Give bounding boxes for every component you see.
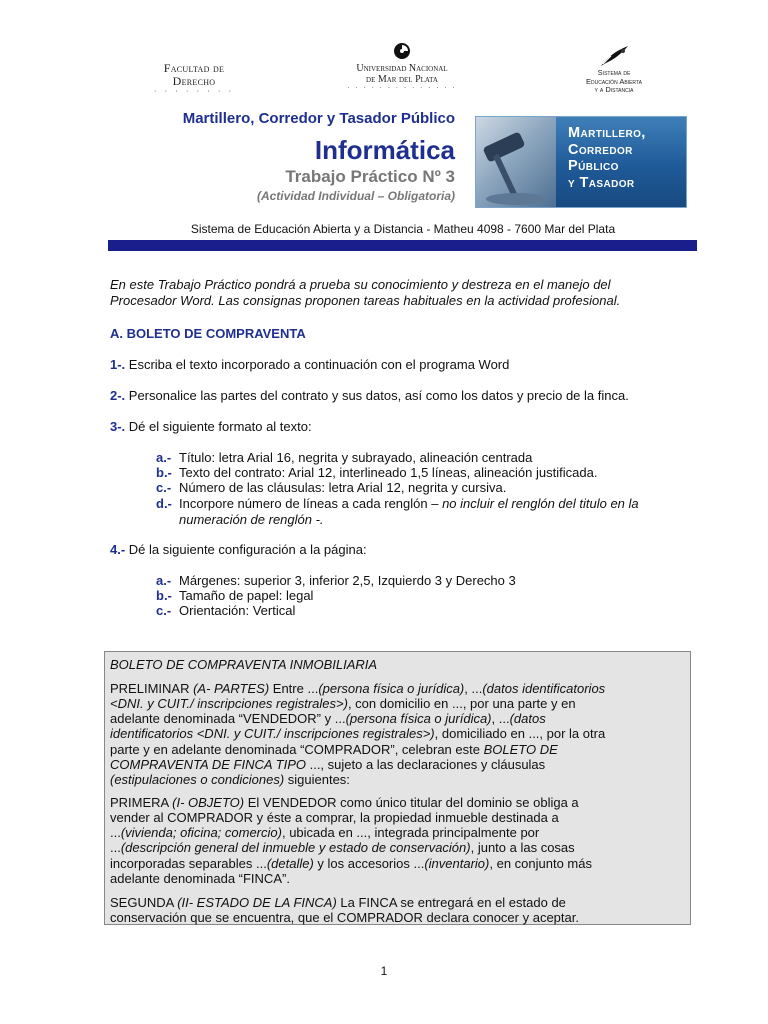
text-run-italic: COMPRAVENTA DE FINCA TIPO bbox=[110, 757, 306, 772]
step-2 bbox=[110, 388, 629, 404]
step-number: 1-. bbox=[110, 357, 126, 372]
format-item-b bbox=[156, 465, 597, 481]
section-title: A. BOLETO DE COMPRAVENTA bbox=[110, 326, 306, 341]
page-item-c bbox=[156, 603, 295, 619]
page-number: 1 bbox=[380, 964, 388, 978]
banner-line1: Martillero, bbox=[568, 125, 646, 141]
contract-line bbox=[110, 871, 290, 886]
university-logo bbox=[340, 42, 464, 92]
step-number: 3-. bbox=[110, 419, 126, 434]
subject-title: Informática bbox=[314, 135, 455, 165]
text-run: La FINCA se entregará en el estado de bbox=[336, 895, 566, 910]
text-run-italic: BOLETO DE bbox=[483, 742, 558, 757]
banner-text bbox=[568, 125, 686, 191]
career-banner bbox=[475, 116, 687, 208]
text-run-italic: (A- PARTES) bbox=[193, 681, 270, 696]
item-letter: c.- bbox=[156, 480, 172, 495]
quill-icon bbox=[597, 44, 631, 68]
contract-line bbox=[110, 840, 575, 855]
text-run-italic: (I- OBJETO) bbox=[172, 795, 245, 810]
item-letter: b.- bbox=[156, 588, 172, 603]
item-text: Texto del contrato: Arial 12, interlineado 1,5 líneas, alineación justificada. bbox=[179, 465, 598, 480]
step-4 bbox=[110, 542, 367, 558]
item-letter: a.- bbox=[156, 573, 172, 588]
text-run: ..., sujeto a las declaraciones y cláusulas bbox=[305, 757, 546, 772]
text-run-italic: (estipulaciones o condiciones) bbox=[110, 772, 285, 787]
format-item-c bbox=[156, 480, 506, 496]
text-run-italic: (datos bbox=[509, 711, 546, 726]
text-run: incorporadas separables ... bbox=[110, 856, 267, 871]
item-text: Tamaño de papel: legal bbox=[179, 588, 314, 603]
text-run-italic: (inventario) bbox=[424, 856, 490, 871]
text-run: adelante denominada “VENDEDOR” y ... bbox=[110, 711, 346, 726]
contract-line bbox=[110, 810, 559, 825]
activity-type: (Actividad Individual – Obligatoria) bbox=[256, 189, 455, 203]
faculty-logo-line1: Facultad de bbox=[163, 61, 225, 75]
text-run: PRELIMINAR bbox=[110, 681, 194, 696]
university-logo-line1: Universidad Nacional bbox=[356, 63, 448, 74]
contract-line bbox=[110, 825, 539, 840]
contract-line bbox=[110, 757, 545, 772]
text-run: , ubicada en ..., integrada principalmente por bbox=[281, 825, 540, 840]
text-run: , ... bbox=[464, 681, 483, 696]
distance-logo-line2: Educación Abierta bbox=[586, 76, 642, 86]
header-divider-bar bbox=[108, 240, 697, 251]
distance-logo-line3: y a Distancia bbox=[594, 85, 634, 94]
text-run-italic: (datos identificatorios bbox=[482, 681, 606, 696]
gavel-icon bbox=[476, 117, 556, 207]
text-run-italic: (vivienda; oficina; comercio) bbox=[120, 825, 282, 840]
gavel-photo bbox=[476, 117, 556, 207]
contract-line bbox=[110, 711, 546, 726]
university-emblem-icon bbox=[393, 42, 411, 60]
banner-line4: y Tasador bbox=[568, 174, 635, 191]
contract-line bbox=[110, 856, 592, 871]
text-run: , ... bbox=[491, 711, 510, 726]
text-run: ... bbox=[110, 840, 121, 855]
text-run-italic: <DNI. y CUIT./ inscripciones registrales>) bbox=[110, 696, 348, 711]
step-text: Dé el siguiente formato al texto: bbox=[125, 419, 312, 434]
text-run-italic: (II- ESTADO DE LA FINCA) bbox=[177, 895, 337, 910]
text-run: siguientes: bbox=[284, 772, 350, 787]
contract-line bbox=[110, 910, 579, 925]
format-item-d-continuation: numeración de renglón -. bbox=[179, 512, 324, 527]
step-3 bbox=[110, 419, 312, 435]
university-logo-dots: · · · · · · · · · · · · · · bbox=[347, 84, 457, 92]
step-text: Dé la siguiente configuración a la página: bbox=[125, 542, 367, 557]
text-run: El VENDEDOR como único titular del dominio se obliga a bbox=[244, 795, 579, 810]
text-run-italic: (descripción general del inmueble y estado de conservación) bbox=[120, 840, 471, 855]
item-text: Título: letra Arial 16, negrita y subrayado, alineación centrada bbox=[179, 450, 533, 465]
intro-line: Procesador Word. Las consignas proponen tareas habituales en la actividad profesional. bbox=[110, 292, 621, 308]
text-run: vender al COMPRADOR y éste a comprar, la propiedad inmueble destinada a bbox=[110, 810, 559, 825]
item-text: Número de las cláusulas: letra Arial 12, negrita y cursiva. bbox=[179, 480, 507, 495]
faculty-logo-line2: Derecho bbox=[172, 74, 216, 88]
text-run: , con domicilio en ..., por una parte y en bbox=[347, 696, 576, 711]
step-text: Escriba el texto incorporado a continuación con el programa Word bbox=[125, 357, 510, 372]
banner-line3: Público bbox=[568, 158, 619, 174]
text-run-italic: (detalle) bbox=[266, 856, 314, 871]
item-text: Márgenes: superior 3, inferior 2,5, Izquierdo 3 y Derecho 3 bbox=[179, 573, 516, 588]
text-run: Entre ... bbox=[269, 681, 319, 696]
text-run-italic: (persona física o jurídica) bbox=[345, 711, 492, 726]
contract-line bbox=[110, 726, 605, 741]
contract-line bbox=[110, 681, 605, 696]
text-run-italic: identificatorios <DNI. y CUIT./ inscripciones registrales>) bbox=[110, 726, 435, 741]
text-run-italic: (persona física o jurídica) bbox=[318, 681, 465, 696]
step-1 bbox=[110, 357, 509, 373]
page-item-a bbox=[156, 573, 516, 589]
format-item-d bbox=[156, 496, 639, 512]
contract-line bbox=[110, 696, 576, 711]
text-run: PRIMERA bbox=[110, 795, 173, 810]
assignment-title: Trabajo Práctico Nº 3 bbox=[285, 167, 455, 186]
text-run: , domiciliado en ..., por la otra bbox=[434, 726, 606, 741]
banner-line2: Corredor bbox=[568, 141, 633, 158]
item-text: Orientación: Vertical bbox=[179, 603, 296, 618]
step-number: 4.- bbox=[110, 542, 126, 557]
item-letter: b.- bbox=[156, 465, 172, 480]
faculty-logo bbox=[148, 62, 240, 96]
page-item-b bbox=[156, 588, 313, 604]
contract-line bbox=[110, 742, 558, 757]
text-run: , en conjunto más bbox=[489, 856, 592, 871]
text-run: SEGUNDA bbox=[110, 895, 178, 910]
faculty-logo-dots: · · · · · · · · bbox=[153, 87, 235, 96]
intro-paragraph bbox=[110, 277, 700, 308]
text-run: adelante denominada “FINCA”. bbox=[110, 871, 290, 886]
institution-address: Sistema de Educación Abierta y a Distancia - Matheu 4098 - 7600 Mar del Plata bbox=[190, 222, 616, 236]
university-logo-line2: de Mar del Plata bbox=[366, 74, 438, 85]
item-letter: a.- bbox=[156, 450, 172, 465]
text-run: parte y en adelante denominada “COMPRADOR”, celebran este bbox=[110, 742, 484, 757]
text-run: , junto a las cosas bbox=[470, 840, 575, 855]
contract-line bbox=[110, 795, 579, 810]
step-number: 2-. bbox=[110, 388, 126, 403]
item-text-italic: no incluir el renglón del titulo en la bbox=[442, 496, 639, 511]
item-letter: c.- bbox=[156, 603, 172, 618]
career-title: Martillero, Corredor y Tasador Público bbox=[182, 110, 455, 127]
text-run: y los accesorios ... bbox=[313, 856, 425, 871]
distance-logo-line1: Sistema de bbox=[597, 68, 631, 77]
distance-education-logo bbox=[568, 44, 660, 95]
item-text: Incorpore número de líneas a cada renglón – bbox=[179, 496, 443, 511]
item-letter: d.- bbox=[156, 496, 172, 511]
text-run: ... bbox=[110, 825, 121, 840]
text-run: conservación que se encuentra, que el COMPRADOR declara conocer y aceptar. bbox=[110, 910, 579, 925]
intro-line: En este Trabajo Práctico pondrá a prueba su conocimiento y destreza en el manejo del bbox=[110, 277, 611, 292]
step-text: Personalice las partes del contrato y sus datos, así como los datos y precio de la finca. bbox=[125, 388, 629, 403]
contract-line bbox=[110, 895, 566, 910]
contract-title: BOLETO DE COMPRAVENTA INMOBILIARIA bbox=[110, 657, 378, 672]
contract-line bbox=[110, 772, 350, 787]
format-item-a bbox=[156, 450, 532, 466]
